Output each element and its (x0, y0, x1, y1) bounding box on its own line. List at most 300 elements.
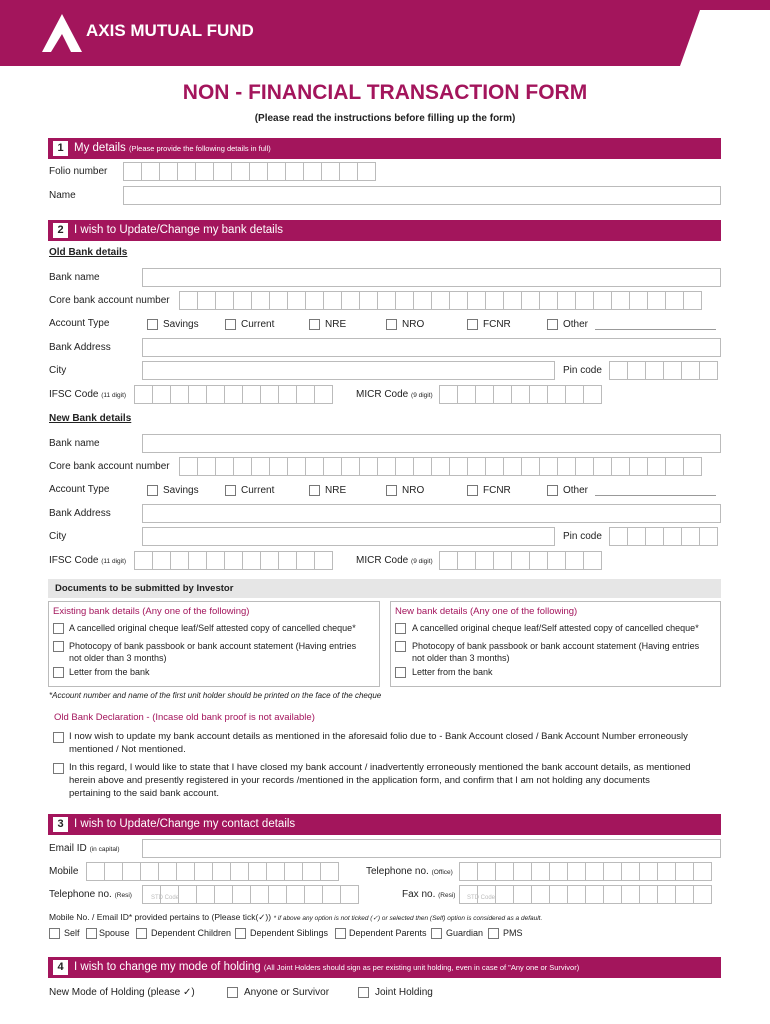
digit-cell[interactable] (647, 291, 666, 310)
new-type-fcnr-label: FCNR (483, 485, 511, 496)
digit-cell[interactable] (603, 885, 622, 904)
digit-cell[interactable] (140, 862, 159, 881)
digit-cell[interactable] (196, 885, 215, 904)
digit-cell[interactable] (575, 291, 594, 310)
old-city-label: City (49, 365, 67, 376)
digit-cell[interactable] (627, 527, 646, 546)
digit-cell[interactable] (249, 162, 268, 181)
digit-cell[interactable] (565, 385, 584, 404)
digit-cell[interactable] (681, 527, 700, 546)
digit-cell[interactable] (305, 457, 324, 476)
email-label-text: Email ID (49, 843, 87, 854)
digit-cell[interactable] (485, 457, 504, 476)
digit-cell[interactable] (215, 291, 234, 310)
declaration-2-line2: herein above and presently registered in your records /mentioned in the application form, and confirm that I am not holding any documents (69, 775, 650, 786)
digit-cell[interactable] (305, 291, 324, 310)
digit-cell[interactable] (539, 291, 558, 310)
digit-cell[interactable] (233, 291, 252, 310)
digit-cell[interactable] (645, 527, 664, 546)
digit-cell[interactable] (531, 885, 550, 904)
digit-cell[interactable] (565, 551, 584, 570)
digit-cell[interactable] (269, 457, 288, 476)
tel-resi-std-hint: STD Code (151, 895, 180, 901)
new-pin-input[interactable] (609, 527, 717, 546)
new-micr-input[interactable] (439, 551, 601, 570)
fax-label (402, 889, 455, 902)
digit-cell[interactable] (303, 162, 322, 181)
old-micr-note: (9 digit) (411, 392, 433, 399)
digit-cell[interactable] (179, 291, 198, 310)
name-input[interactable] (123, 186, 721, 205)
digit-cell[interactable] (495, 885, 514, 904)
old-city-input[interactable] (142, 361, 555, 380)
digit-cell[interactable] (699, 361, 718, 380)
digit-cell[interactable] (242, 551, 261, 570)
digit-cell[interactable] (647, 457, 666, 476)
relation-dependent-parents-checkbox[interactable] (335, 928, 346, 939)
old-type-nro-checkbox[interactable] (386, 319, 397, 330)
fax-note: (Resi) (438, 892, 456, 899)
digit-cell[interactable] (431, 291, 450, 310)
digit-cell[interactable] (475, 385, 494, 404)
digit-cell[interactable] (314, 551, 333, 570)
digit-cell[interactable] (86, 862, 105, 881)
existing-passbook-label-cont: not older than 3 months) (69, 653, 167, 663)
new-type-nro-checkbox[interactable] (386, 485, 397, 496)
new-type-savings-label: Savings (163, 485, 199, 496)
digit-cell[interactable] (248, 862, 267, 881)
digit-cell[interactable] (521, 291, 540, 310)
existing-letter-checkbox[interactable] (53, 667, 64, 678)
new-micr-label (356, 555, 433, 568)
digit-cell[interactable] (179, 457, 198, 476)
relation-dependent-parents-label: Dependent Parents (349, 928, 427, 938)
old-bank-heading: Old Bank details (49, 247, 128, 258)
digit-cell[interactable] (567, 885, 586, 904)
digit-cell[interactable] (557, 457, 576, 476)
digit-cell[interactable] (627, 361, 646, 380)
digit-cell[interactable] (230, 862, 249, 881)
relation-dependent-children-label: Dependent Children (151, 928, 232, 938)
new-micr-text: MICR Code (356, 555, 409, 566)
new-core-account-label: Core bank account number (49, 461, 170, 472)
digit-cell[interactable] (549, 862, 568, 881)
old-bank-address-input[interactable] (142, 338, 721, 357)
digit-cell[interactable] (339, 162, 358, 181)
section-4-header (48, 957, 721, 978)
new-passbook-checkbox[interactable] (395, 641, 406, 652)
existing-passbook-checkbox[interactable] (53, 641, 64, 652)
digit-cell[interactable] (197, 291, 216, 310)
digit-cell[interactable] (233, 457, 252, 476)
digit-cell[interactable] (170, 385, 189, 404)
new-type-nro-label: NRO (402, 485, 425, 496)
digit-cell[interactable] (529, 551, 548, 570)
digit-cell[interactable] (194, 862, 213, 881)
old-micr-text: MICR Code (356, 389, 409, 400)
section-1-header (48, 138, 721, 159)
old-type-nre-label: NRE (325, 319, 347, 330)
digit-cell[interactable] (170, 551, 189, 570)
email-input[interactable] (142, 839, 721, 858)
digit-cell[interactable] (693, 885, 712, 904)
new-ifsc-input[interactable] (134, 551, 332, 570)
mobile-input[interactable] (86, 862, 338, 881)
new-type-current-checkbox[interactable] (225, 485, 236, 496)
digit-cell[interactable] (159, 162, 178, 181)
digit-cell[interactable] (158, 862, 177, 881)
digit-cell[interactable] (459, 862, 478, 881)
existing-passbook-label: Photocopy of bank passbook or bank account statement (Having entries (69, 641, 357, 651)
digit-cell[interactable] (513, 885, 532, 904)
digit-cell[interactable] (529, 385, 548, 404)
new-cheque-checkbox[interactable] (395, 623, 406, 634)
digit-cell[interactable] (314, 385, 333, 404)
digit-cell[interactable] (323, 291, 342, 310)
pertains-note: * if above any option is not ticked (✓) or selected then (Self) option is considered as a default. (273, 915, 543, 922)
form-subtitle: (Please read the instructions before filling up the form) (254, 113, 516, 124)
digit-cell[interactable] (341, 457, 360, 476)
digit-cell[interactable] (413, 457, 432, 476)
new-city-input[interactable] (142, 527, 555, 546)
relation-guardian-checkbox[interactable] (431, 928, 442, 939)
relation-dependent-siblings-checkbox[interactable] (235, 928, 246, 939)
digit-cell[interactable] (675, 885, 694, 904)
old-ifsc-input[interactable] (134, 385, 332, 404)
digit-cell[interactable] (439, 551, 458, 570)
declaration-1-line2: mentioned / Not mentioned. (69, 744, 186, 755)
section-title: My details (74, 142, 126, 154)
pertains-text: Mobile No. / Email ID* provided pertains to (Please tick(✓)) (49, 912, 272, 922)
digit-cell[interactable] (665, 457, 684, 476)
new-type-savings-checkbox[interactable] (147, 485, 158, 496)
digit-cell[interactable] (621, 862, 640, 881)
digit-cell[interactable] (467, 457, 486, 476)
digit-cell[interactable] (231, 162, 250, 181)
digit-cell[interactable] (251, 457, 270, 476)
tel-office-note: (Office) (431, 869, 453, 876)
anyone-survivor-checkbox[interactable] (227, 987, 238, 998)
declaration-2-line1: In this regard, I would like to state that I have closed my bank account / inadvertently erroneously mentioned the bank account details, as mentioned (69, 762, 691, 773)
digit-cell[interactable] (177, 162, 196, 181)
old-micr-input[interactable] (439, 385, 601, 404)
digit-cell[interactable] (152, 551, 171, 570)
new-type-nre-label: NRE (325, 485, 347, 496)
digit-cell[interactable] (269, 291, 288, 310)
digit-cell[interactable] (322, 885, 341, 904)
section-number: 3 (53, 817, 68, 832)
new-city-label: City (49, 531, 67, 542)
digit-cell[interactable] (224, 385, 243, 404)
mode-label: New Mode of Holding (please ✓) (49, 987, 195, 998)
digit-cell[interactable] (663, 527, 682, 546)
relation-guardian-label: Guardian (446, 928, 484, 938)
digit-cell[interactable] (593, 457, 612, 476)
new-bank-address-input[interactable] (142, 504, 721, 523)
digit-cell[interactable] (521, 457, 540, 476)
digit-cell[interactable] (467, 291, 486, 310)
folio-input[interactable] (123, 162, 375, 181)
declaration-2-line3: pertaining to the said bank account. (69, 788, 219, 799)
digit-cell[interactable] (320, 862, 339, 881)
digit-cell[interactable] (511, 551, 530, 570)
digit-cell[interactable] (583, 385, 602, 404)
digit-cell[interactable] (197, 457, 216, 476)
old-type-fcnr-checkbox[interactable] (467, 319, 478, 330)
old-type-savings-checkbox[interactable] (147, 319, 158, 330)
tel-office-input[interactable] (459, 862, 711, 881)
digit-cell[interactable] (206, 551, 225, 570)
digit-cell[interactable] (585, 885, 604, 904)
new-ifsc-label (49, 555, 126, 568)
old-other-line[interactable] (595, 329, 716, 330)
digit-cell[interactable] (286, 885, 305, 904)
digit-cell[interactable] (357, 162, 376, 181)
digit-cell[interactable] (603, 862, 622, 881)
digit-cell[interactable] (547, 551, 566, 570)
digit-cell[interactable] (395, 457, 414, 476)
new-passbook-label-cont: not older than 3 months) (412, 653, 510, 663)
section-title: I wish to Update/Change my bank details (74, 224, 284, 236)
digit-cell[interactable] (134, 551, 153, 570)
digit-cell[interactable] (557, 291, 576, 310)
digit-cell[interactable] (284, 862, 303, 881)
digit-cell[interactable] (377, 291, 396, 310)
relation-dependent-siblings-label: Dependent Siblings (250, 928, 329, 938)
digit-cell[interactable] (657, 885, 676, 904)
digit-cell[interactable] (152, 385, 171, 404)
digit-cell[interactable] (583, 551, 602, 570)
digit-cell[interactable] (609, 527, 628, 546)
digit-cell[interactable] (539, 457, 558, 476)
digit-cell[interactable] (639, 862, 658, 881)
digit-cell[interactable] (188, 385, 207, 404)
section-number: 2 (53, 223, 68, 238)
digit-cell[interactable] (251, 291, 270, 310)
joint-holding-checkbox[interactable] (358, 987, 369, 998)
new-passbook-label: Photocopy of bank passbook or bank account statement (Having entries (412, 641, 700, 651)
new-type-other-label: Other (563, 485, 589, 496)
declaration-1-line1: I now wish to update my bank account details as mentioned in the aforesaid folio due to - Bank Account closed / Bank Account Number erroneously (69, 731, 688, 742)
digit-cell[interactable] (278, 551, 297, 570)
existing-letter-label: Letter from the bank (69, 667, 150, 677)
digit-cell[interactable] (260, 385, 279, 404)
digit-cell[interactable] (609, 361, 628, 380)
new-docs-title: New bank details (Any one of the following) (395, 606, 578, 617)
digit-cell[interactable] (621, 885, 640, 904)
old-bank-name-label: Bank name (49, 272, 100, 283)
old-core-account-label: Core bank account number (49, 295, 170, 306)
digit-cell[interactable] (224, 551, 243, 570)
digit-cell[interactable] (665, 291, 684, 310)
new-bank-name-input[interactable] (142, 434, 721, 453)
digit-cell[interactable] (212, 862, 231, 881)
old-ifsc-text: IFSC Code (49, 389, 99, 400)
old-bank-name-input[interactable] (142, 268, 721, 287)
digit-cell[interactable] (511, 385, 530, 404)
form-title: NON - FINANCIAL TRANSACTION FORM (182, 81, 588, 104)
new-ifsc-text: IFSC Code (49, 555, 99, 566)
digit-cell[interactable] (176, 862, 195, 881)
digit-cell[interactable] (513, 862, 532, 881)
digit-cell[interactable] (629, 457, 648, 476)
digit-cell[interactable] (242, 385, 261, 404)
digit-cell[interactable] (359, 291, 378, 310)
digit-cell[interactable] (681, 361, 700, 380)
digit-cell[interactable] (457, 385, 476, 404)
relation-self-label: Self (64, 928, 80, 938)
relation-pms-checkbox[interactable] (488, 928, 499, 939)
email-label (49, 843, 120, 856)
digit-cell[interactable] (340, 885, 359, 904)
digit-cell[interactable] (323, 457, 342, 476)
new-type-nre-checkbox[interactable] (309, 485, 320, 496)
digit-cell[interactable] (296, 551, 315, 570)
old-account-type-label: Account Type (49, 318, 110, 329)
declaration-1-checkbox[interactable] (53, 732, 64, 743)
new-core-account-input[interactable] (179, 457, 701, 476)
digit-cell[interactable] (593, 291, 612, 310)
old-pin-label: Pin code (563, 365, 602, 376)
digit-cell[interactable] (639, 885, 658, 904)
digit-cell[interactable] (214, 885, 233, 904)
cheque-footnote: *Account number and name of the first unit holder should be printed on the face of the cheque (49, 691, 382, 700)
digit-cell[interactable] (134, 385, 153, 404)
name-label: Name (49, 190, 76, 201)
digit-cell[interactable] (699, 527, 718, 546)
digit-cell[interactable] (296, 385, 315, 404)
tel-resi-label (49, 889, 132, 902)
digit-cell[interactable] (493, 551, 512, 570)
digit-cell[interactable] (395, 291, 414, 310)
email-note: (in capital) (89, 846, 120, 853)
digit-cell[interactable] (663, 361, 682, 380)
digit-cell[interactable] (567, 862, 586, 881)
new-bank-name-label: Bank name (49, 438, 100, 449)
digit-cell[interactable] (278, 385, 297, 404)
digit-cell[interactable] (547, 385, 566, 404)
digit-cell[interactable] (213, 162, 232, 181)
digit-cell[interactable] (457, 551, 476, 570)
digit-cell[interactable] (266, 862, 285, 881)
section-number: 4 (53, 960, 68, 975)
digit-cell[interactable] (683, 457, 702, 476)
relation-spouse-checkbox[interactable] (86, 928, 97, 939)
digit-cell[interactable] (493, 385, 512, 404)
digit-cell[interactable] (250, 885, 269, 904)
digit-cell[interactable] (377, 457, 396, 476)
old-core-account-input[interactable] (179, 291, 701, 310)
tel-office-text: Telephone no. (366, 866, 429, 877)
digit-cell[interactable] (359, 457, 378, 476)
digit-cell[interactable] (477, 862, 496, 881)
section-note: (Please provide the following details in full) (128, 144, 271, 153)
digit-cell[interactable] (431, 457, 450, 476)
section-number: 1 (53, 141, 68, 156)
digit-cell[interactable] (141, 162, 160, 181)
old-bank-address-label: Bank Address (49, 342, 111, 353)
digit-cell[interactable] (657, 862, 676, 881)
digit-cell[interactable] (267, 162, 286, 181)
digit-cell[interactable] (304, 885, 323, 904)
new-type-other-checkbox[interactable] (547, 485, 558, 496)
new-other-line[interactable] (595, 495, 716, 496)
digit-cell[interactable] (629, 291, 648, 310)
digit-cell[interactable] (321, 162, 340, 181)
declaration-2-checkbox[interactable] (53, 763, 64, 774)
digit-cell[interactable] (611, 457, 630, 476)
existing-cheque-checkbox[interactable] (53, 623, 64, 634)
existing-cheque-label: A cancelled original cheque leaf/Self attested copy of cancelled cheque* (69, 623, 356, 633)
digit-cell[interactable] (195, 162, 214, 181)
digit-cell[interactable] (122, 862, 141, 881)
digit-cell[interactable] (645, 361, 664, 380)
digit-cell[interactable] (693, 862, 712, 881)
old-type-savings-label: Savings (163, 319, 199, 330)
new-pin-label: Pin code (563, 531, 602, 542)
digit-cell[interactable] (302, 862, 321, 881)
digit-cell[interactable] (439, 385, 458, 404)
old-micr-label (356, 389, 433, 402)
digit-cell[interactable] (123, 162, 142, 181)
digit-cell[interactable] (268, 885, 287, 904)
old-type-current-checkbox[interactable] (225, 319, 236, 330)
digit-cell[interactable] (503, 457, 522, 476)
tel-resi-note: (Resi) (114, 892, 132, 899)
old-type-nre-checkbox[interactable] (309, 319, 320, 330)
old-pin-input[interactable] (609, 361, 717, 380)
old-type-nro-label: NRO (402, 319, 425, 330)
new-type-fcnr-checkbox[interactable] (467, 485, 478, 496)
relation-spouse-label: Spouse (99, 928, 130, 938)
digit-cell[interactable] (285, 162, 304, 181)
digit-cell[interactable] (585, 862, 604, 881)
digit-cell[interactable] (449, 457, 468, 476)
existing-docs-title: Existing bank details (Any one of the following) (53, 606, 250, 617)
digit-cell[interactable] (215, 457, 234, 476)
new-letter-checkbox[interactable] (395, 667, 406, 678)
relation-self-checkbox[interactable] (49, 928, 60, 939)
digit-cell[interactable] (206, 385, 225, 404)
digit-cell[interactable] (611, 291, 630, 310)
digit-cell[interactable] (287, 291, 306, 310)
relation-dependent-children-checkbox[interactable] (136, 928, 147, 939)
axis-logo-icon (42, 14, 82, 52)
old-type-other-checkbox[interactable] (547, 319, 558, 330)
digit-cell[interactable] (503, 291, 522, 310)
digit-cell[interactable] (531, 862, 550, 881)
digit-cell[interactable] (475, 551, 494, 570)
anyone-survivor-label: Anyone or Survivor (244, 987, 330, 998)
digit-cell[interactable] (549, 885, 568, 904)
digit-cell[interactable] (413, 291, 432, 310)
digit-cell[interactable] (232, 885, 251, 904)
digit-cell[interactable] (575, 457, 594, 476)
digit-cell[interactable] (675, 862, 694, 881)
digit-cell[interactable] (287, 457, 306, 476)
digit-cell[interactable] (341, 291, 360, 310)
digit-cell[interactable] (495, 862, 514, 881)
digit-cell[interactable] (260, 551, 279, 570)
digit-cell[interactable] (449, 291, 468, 310)
digit-cell[interactable] (178, 885, 197, 904)
digit-cell[interactable] (485, 291, 504, 310)
digit-cell[interactable] (683, 291, 702, 310)
fax-input[interactable] (459, 885, 711, 904)
declaration-title: Old Bank Declaration - (Incase old bank proof is not available) (54, 712, 315, 723)
digit-cell[interactable] (104, 862, 123, 881)
digit-cell[interactable] (188, 551, 207, 570)
